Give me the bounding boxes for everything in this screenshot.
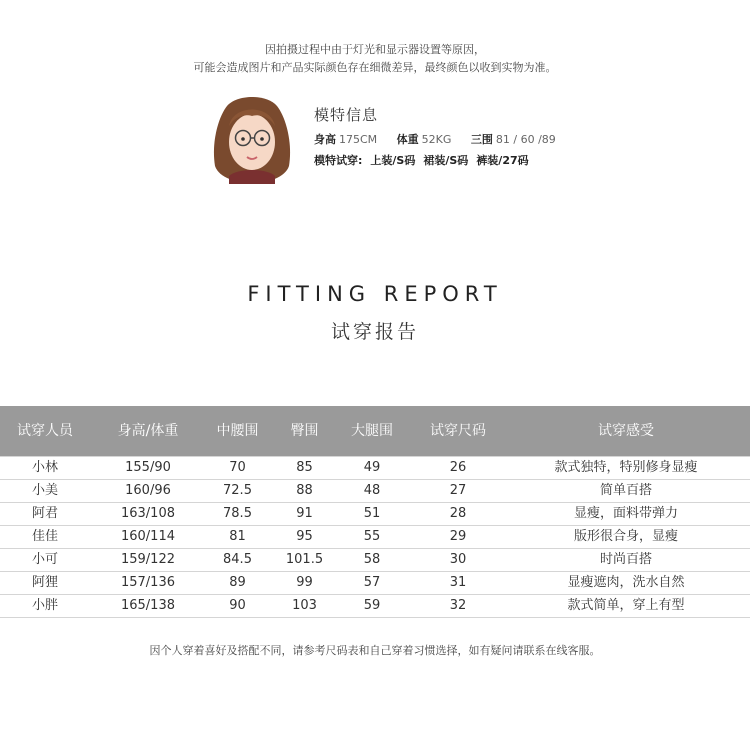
cell-feedback: 显瘦遮肉，洗水自然 xyxy=(567,575,685,590)
model-info-panel xyxy=(314,104,572,168)
report-title-en: FITTING REPORT xyxy=(247,282,503,306)
cell-size: 31 xyxy=(449,575,467,590)
height-value: 175CM xyxy=(339,133,378,146)
cell-thigh: 48 xyxy=(363,483,381,498)
table-row xyxy=(0,549,750,572)
table-row xyxy=(0,503,750,526)
cell-hip: 95 xyxy=(296,529,313,544)
cell-feedback: 简单百搭 xyxy=(599,483,652,498)
header-size: 试穿尺码 xyxy=(430,423,486,439)
table-header xyxy=(0,406,750,456)
cell-size: 28 xyxy=(449,506,467,521)
header-height-weight: 身高/体重 xyxy=(117,423,179,439)
model-tried-sizes xyxy=(314,152,572,168)
cell-size: 32 xyxy=(449,598,467,613)
measure-value: 81 / 60 /89 xyxy=(495,133,556,146)
cell-height-weight: 160/114 xyxy=(120,529,175,544)
cell-name: 小可 xyxy=(31,552,58,567)
cell-thigh: 57 xyxy=(363,575,381,590)
cell-size: 29 xyxy=(449,529,467,544)
table-row xyxy=(0,595,750,618)
table-row xyxy=(0,456,750,480)
cell-feedback: 时尚百搭 xyxy=(599,552,652,567)
tried-skirt: 裙装/S码 xyxy=(423,154,469,167)
model-avatar xyxy=(209,86,295,184)
cell-name: 小林 xyxy=(31,460,58,475)
notice-line-1: 因拍摄过程中由于灯光和显示器设置等原因， xyxy=(265,43,485,56)
cell-size: 26 xyxy=(449,460,467,475)
table-row xyxy=(0,572,750,595)
tried-pants: 裤装/27码 xyxy=(476,154,529,167)
cell-size: 27 xyxy=(449,483,467,498)
header-waist: 中腰围 xyxy=(216,423,259,439)
cell-hip: 103 xyxy=(292,598,317,613)
tried-top: 上装/S码 xyxy=(370,154,416,167)
cell-waist: 84.5 xyxy=(223,552,252,567)
model-measurements xyxy=(314,131,572,147)
table-row xyxy=(0,480,750,503)
header-feedback: 试穿感受 xyxy=(598,423,654,439)
cell-thigh: 49 xyxy=(363,460,381,475)
cell-feedback: 款式独特，特别修身显瘦 xyxy=(554,460,698,475)
report-title-cn: 试穿报告 xyxy=(330,321,419,343)
cell-waist: 81 xyxy=(229,529,246,544)
cell-height-weight: 165/138 xyxy=(120,598,175,613)
tried-label: 模特试穿: xyxy=(314,154,363,167)
fitting-table xyxy=(0,406,750,618)
header-tester: 试穿人员 xyxy=(17,423,73,439)
cell-name: 阿狸 xyxy=(31,575,58,590)
cell-height-weight: 159/122 xyxy=(120,552,175,567)
cell-height-weight: 163/108 xyxy=(120,506,175,521)
cell-waist: 78.5 xyxy=(223,506,252,521)
cell-hip: 99 xyxy=(296,575,313,590)
cell-hip: 85 xyxy=(296,460,313,475)
cell-waist: 90 xyxy=(229,598,246,613)
footer-note: 因个人穿着喜好及搭配不同，请参考尺码表和自己穿着习惯选择，如有疑问请联系在线客服。 xyxy=(149,644,601,657)
cell-waist: 72.5 xyxy=(223,483,252,498)
cell-name: 佳佳 xyxy=(31,529,58,544)
table-body xyxy=(0,456,750,618)
cell-height-weight: 157/136 xyxy=(120,575,175,590)
header-hip: 臀围 xyxy=(290,423,319,439)
header-thigh: 大腿围 xyxy=(351,423,393,439)
cell-name: 小美 xyxy=(31,483,58,498)
weight-value: 52KG xyxy=(421,133,452,146)
cell-hip: 101.5 xyxy=(285,552,324,567)
cell-height-weight: 155/90 xyxy=(125,460,171,475)
cell-name: 小胖 xyxy=(31,598,58,613)
cell-feedback: 显瘦，面料带弹力 xyxy=(573,506,678,521)
cell-waist: 70 xyxy=(229,460,246,475)
cell-thigh: 51 xyxy=(363,506,381,521)
cell-feedback: 版形很合身，显瘦 xyxy=(573,529,678,544)
cell-name: 阿君 xyxy=(31,506,58,521)
weight-label: 体重 xyxy=(396,133,419,146)
cell-size: 30 xyxy=(449,552,467,567)
measure-label: 三围 xyxy=(470,133,493,146)
cell-thigh: 59 xyxy=(363,598,381,613)
height-label: 身高 xyxy=(314,133,336,146)
table-row xyxy=(0,526,750,549)
cell-thigh: 55 xyxy=(363,529,381,544)
notice-line-2: 可能会造成图片和产品实际颜色存在细微差异，最终颜色以收到实物为准。 xyxy=(193,61,557,74)
cell-thigh: 58 xyxy=(363,552,381,567)
cell-height-weight: 160/96 xyxy=(125,483,171,498)
cell-hip: 88 xyxy=(296,483,313,498)
model-info-title: 模特信息 xyxy=(314,106,379,124)
cell-waist: 89 xyxy=(229,575,246,590)
cell-feedback: 款式简单，穿上有型 xyxy=(567,598,685,613)
cell-hip: 91 xyxy=(296,506,313,521)
